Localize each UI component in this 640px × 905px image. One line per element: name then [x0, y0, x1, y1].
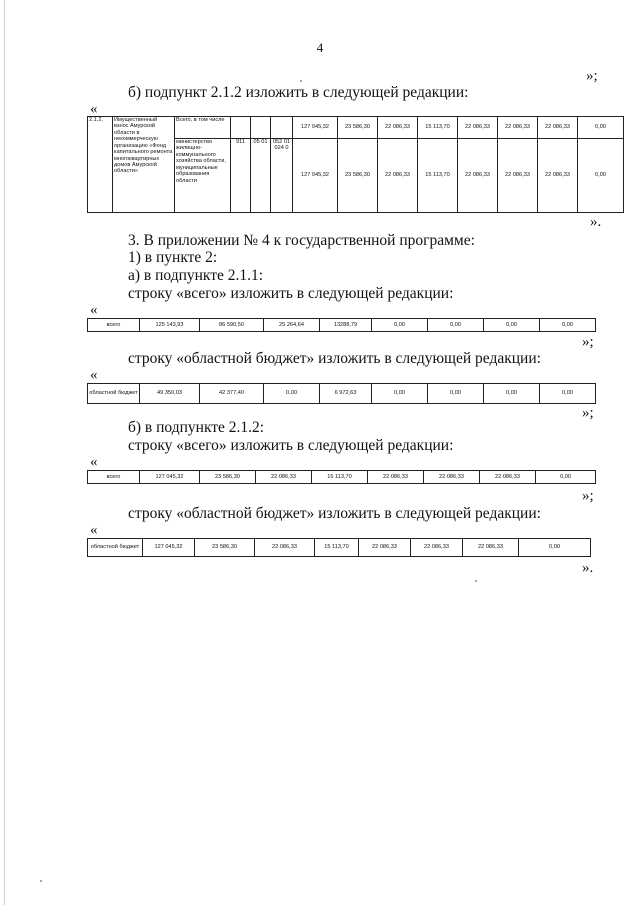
table-cell-label: областной бюджет [88, 384, 140, 404]
table-cell-value: 127 045,32 [140, 471, 200, 484]
table-cell-value: 22 086,33 [378, 139, 418, 213]
open-quote-4: « [90, 454, 98, 470]
item-a-paragraph: а) в подпункте 2.1.1: [128, 267, 264, 284]
open-quote-2: « [90, 302, 98, 318]
table-cell-value: 23 586,30 [195, 539, 255, 557]
table-cell-value: 0,00 [428, 384, 484, 404]
table-cell-value: 22 086,33 [498, 139, 538, 213]
table-cell-value: 0,00 [264, 384, 320, 404]
regional-budget-table-2-1-1 [87, 383, 596, 404]
table-cell-executor: министерство жилищно-коммунального хозяйства области, муниципальные образования области [175, 139, 231, 213]
table-cell-value: 0,00 [372, 319, 428, 332]
table-cell-value: 22 086,33 [480, 471, 536, 484]
table-cell-event-name: Имущественный взнос Амурской области в некоммерческую организацию «Фонд капитального ремонта многоквартирных домов Амурской области» [113, 117, 175, 213]
open-quote-5: « [90, 522, 98, 538]
close-quote-1: ». [590, 214, 602, 230]
scan-edge [4, 0, 5, 905]
table-cell-label: областной бюджет [88, 539, 143, 557]
table-cell-value: 15 113,70 [418, 117, 458, 139]
table-cell-rzpr: 05 01 [251, 139, 271, 213]
open-quote-1: « [90, 101, 98, 117]
table-cell-value: 86 590,50 [200, 319, 264, 332]
item-b-section3: б) в подпункте 2.1.2: [128, 419, 265, 436]
total-row-table-2-1-2 [87, 470, 596, 484]
program-table-2-1-2 [87, 116, 624, 213]
total-row-table-2-1-1 [87, 318, 596, 332]
table-cell [251, 117, 271, 139]
table-cell-value: 0,00 [428, 319, 484, 332]
table-cell-value: 0,00 [540, 384, 596, 404]
table-cell-value: 22 086,33 [359, 539, 411, 557]
open-quote-3: « [90, 367, 98, 383]
close-quote-4: »; [582, 488, 594, 504]
close-quote-3: »; [582, 405, 594, 421]
line-total-1: строку «всего» изложить в следующей редакции: [128, 285, 454, 302]
scan-speck [475, 580, 477, 582]
table-cell-label: всего [88, 471, 140, 484]
table-cell-value: 49 350,03 [140, 384, 200, 404]
item-1-paragraph: 1) в пункте 2: [128, 249, 218, 266]
table-cell-value: 15 113,70 [315, 539, 359, 557]
table-cell-value: 25 264,64 [264, 319, 320, 332]
table-cell-csr: 052 01 024 0 [271, 139, 293, 213]
scan-speck [40, 880, 42, 882]
table-cell-value: 6 972,63 [320, 384, 372, 404]
table-cell-value: 23 586,30 [338, 117, 378, 139]
table-cell-value: 13288,79 [320, 319, 372, 332]
table-cell-value: 127 045,32 [293, 117, 338, 139]
page-number: 4 [316, 40, 324, 55]
table-cell-value: 0,00 [484, 384, 540, 404]
table-cell-value: 0,00 [372, 384, 428, 404]
table-cell-value: 127 045,32 [293, 139, 338, 213]
scan-speck [300, 80, 302, 82]
table-cell-value: 22 086,33 [368, 471, 424, 484]
table-cell [271, 117, 293, 139]
table-cell-value: 23 586,30 [338, 139, 378, 213]
table-cell-value: 22 086,33 [458, 117, 498, 139]
table-cell-value: 15 113,70 [418, 139, 458, 213]
table-cell-value: 22 086,33 [463, 539, 519, 557]
close-quote-2: »; [582, 334, 594, 350]
table-cell-value: 22 086,33 [378, 117, 418, 139]
line-regional-budget-2: строку «областной бюджет» изложить в следующей редакции: [128, 505, 541, 522]
close-quote-top: »; [586, 68, 598, 84]
item-b-paragraph: б) подпункт 2.1.2 изложить в следующей редакции: [128, 84, 469, 101]
table-cell-number: 2.1.2. [88, 117, 113, 213]
line-total-2: строку «всего» изложить в следующей редакции: [128, 437, 454, 454]
table-cell-value: 22 086,33 [458, 139, 498, 213]
table-cell-value: 22 086,33 [424, 471, 480, 484]
table-cell-grbs: 911 [231, 139, 251, 213]
table-cell-value: 0,00 [540, 319, 596, 332]
table-cell-value: 23 586,30 [200, 471, 256, 484]
table-cell-value: 127 045,32 [143, 539, 195, 557]
line-regional-budget-1: строку «областной бюджет» изложить в следующей редакции: [128, 350, 541, 367]
regional-budget-table-2-1-2 [87, 538, 591, 557]
table-cell-executor-total: Всего, в том числе [175, 117, 231, 139]
table-cell [231, 117, 251, 139]
table-cell-label: всего [88, 319, 140, 332]
table-cell-value: 0,00 [536, 471, 596, 484]
section-3-heading: 3. В приложении № 4 к государственной программе: [128, 232, 475, 249]
table-cell-value: 0,00 [578, 117, 624, 139]
table-cell-value: 0,00 [578, 139, 624, 213]
close-quote-5: ». [582, 560, 594, 576]
table-cell-value: 22 086,33 [255, 539, 315, 557]
table-cell-value: 22 086,33 [498, 117, 538, 139]
table-cell-value: 22 086,33 [538, 117, 578, 139]
table-cell-value: 0,00 [484, 319, 540, 332]
table-cell-value: 22 086,33 [256, 471, 312, 484]
table-cell-value: 125 143,93 [140, 319, 200, 332]
table-cell-value: 22 086,33 [538, 139, 578, 213]
table-cell-value: 15 113,70 [312, 471, 368, 484]
table-cell-value: 42 377,40 [200, 384, 264, 404]
table-cell-value: 22 086,33 [411, 539, 463, 557]
table-cell-value: 0,00 [519, 539, 591, 557]
